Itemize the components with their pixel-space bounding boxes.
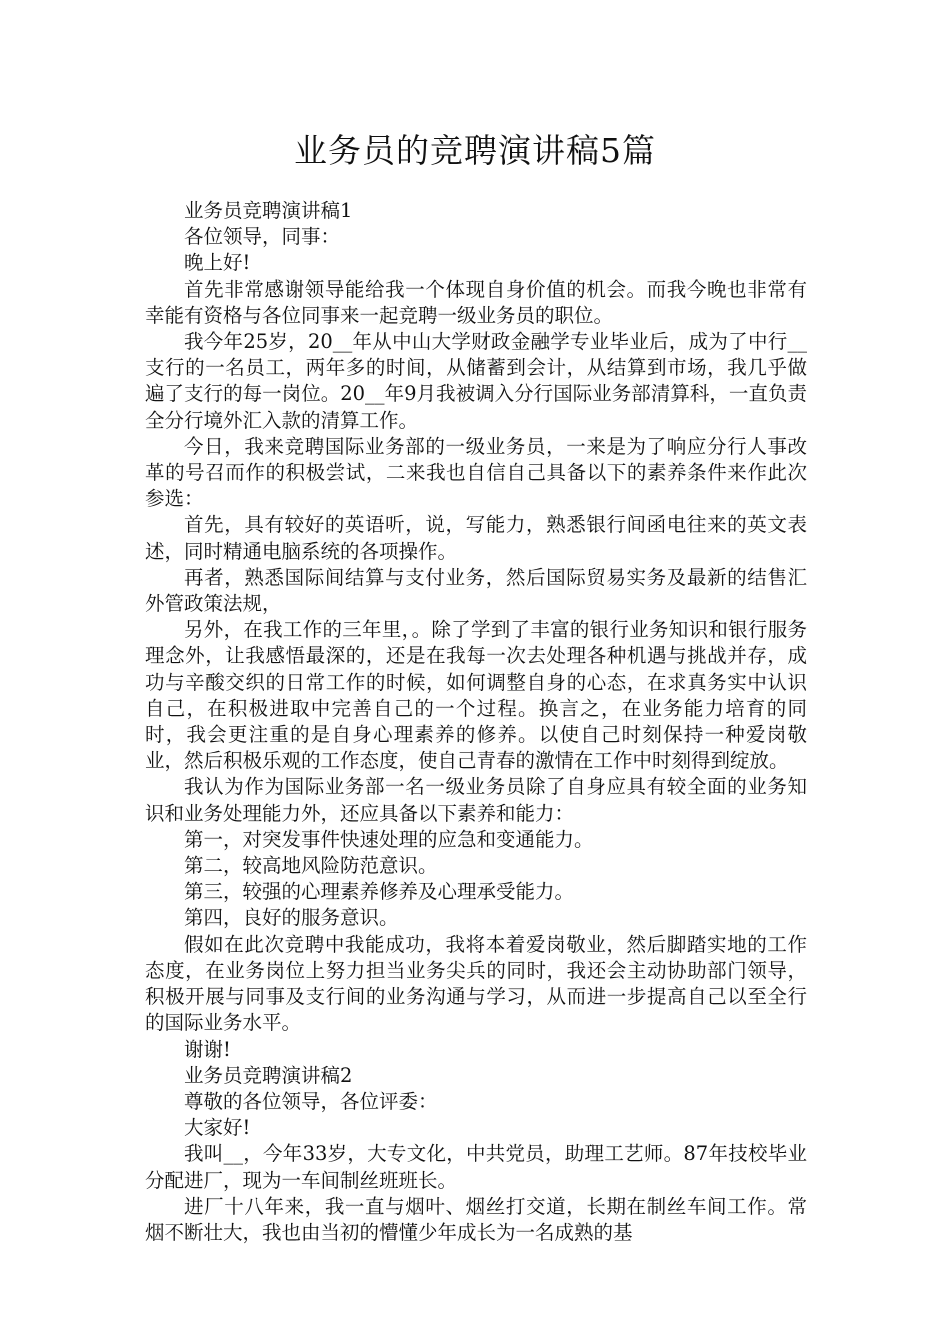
document-title: 业务员的竞聘演讲稿5篇 (294, 131, 656, 170)
paragraph: 今日，我来竞聘国际业务部的一级业务员，一来是为了响应分行人事改革的号召而作的积极尝试，二来我也自信自己具备以下的素养条件来作此次参选： (145, 434, 807, 511)
paragraph: 我今年25岁，20__年从中山大学财政金融学专业毕业后，成为了中行__支行的一名员工，两年多的时间，从储蓄到会计，从结算到市场，我几乎做遍了支行的每一岗位。20__年9月我被调入分行国际业务部清算科，一直负责全分行境外汇入款的清算工作。 (145, 330, 807, 432)
paragraph: 第二，较高地风险防范意识。 (184, 854, 438, 878)
paragraph: 假如在此次竞聘中我能成功，我将本着爱岗敬业，然后脚踏实地的工作态度，在业务岗位上努力担当业务尖兵的同时，我还会主动协助部门领导，积极开展与同事及支行间的业务沟通与学习，从而进一步提高自己以至全行的国际业务水平。 (145, 932, 807, 1035)
paragraph: 进厂十八年来，我一直与烟叶、烟丝打交道，长期在制丝车间工作。常烟不断壮大，我也由当初的懵懂少年成长为一名成熟的基 (145, 1194, 807, 1244)
paragraph: 谢谢! (184, 1037, 231, 1061)
paragraph: 第四，良好的服务意识。 (184, 906, 399, 930)
document-body (145, 198, 807, 1246)
paragraph: 大家好! (184, 1116, 251, 1140)
paragraph: 首先，具有较好的英语听，说，写能力，熟悉银行间函电往来的英文表述，同时精通电脑系统的各项操作。 (145, 513, 807, 563)
paragraph: 第一，对突发事件快速处理的应急和变通能力。 (184, 827, 594, 851)
paragraph: 业务员竞聘演讲稿1 (184, 199, 353, 222)
paragraph: 各位领导，同事： (184, 225, 341, 249)
paragraph: 尊敬的各位领导，各位评委： (184, 1089, 438, 1113)
paragraph: 我认为作为国际业务部一名一级业务员除了自身应具有较全面的业务知识和业务处理能力外，还应具备以下素养和能力： (145, 775, 807, 825)
paragraph: 另外，在我工作的三年里，。除了学到了丰富的银行业务知识和银行服务理念外，让我感悟最深的，还是在我每一次去处理各种机遇与挑战并存，成功与辛酸交织的日常工作的时候，如何调整自身的心态，在求真务实中认识自己，在积极进取中完善自己的一个过程。换言之，在业务能力培育的同时，我会更注重的是自身心理素养的修养。以使自己时刻保持一种爱岗敬业，然后积极乐观的工作态度，使自己青春的激情在工作中时刻得到绽放。 (145, 618, 807, 773)
paragraph: 晚上好! (184, 251, 251, 275)
paragraph: 业务员竞聘演讲稿2 (184, 1063, 353, 1087)
paragraph: 再者，熟悉国际间结算与支付业务，然后国际贸易实务及最新的结售汇外管政策法规， (145, 565, 807, 616)
paragraph: 我叫__，今年33岁，大专文化，中共党员，助理工艺师。87年技校毕业分配进厂，现为一车间制丝班班长。 (145, 1142, 807, 1192)
paragraph: 首先非常感谢领导能给我一个体现自身价值的机会。而我今晚也非常有幸能有资格与各位同事来一起竞聘一级业务员的职位。 (145, 277, 807, 327)
paragraph: 第三，较强的心理素养修养及心理承受能力。 (184, 880, 575, 904)
